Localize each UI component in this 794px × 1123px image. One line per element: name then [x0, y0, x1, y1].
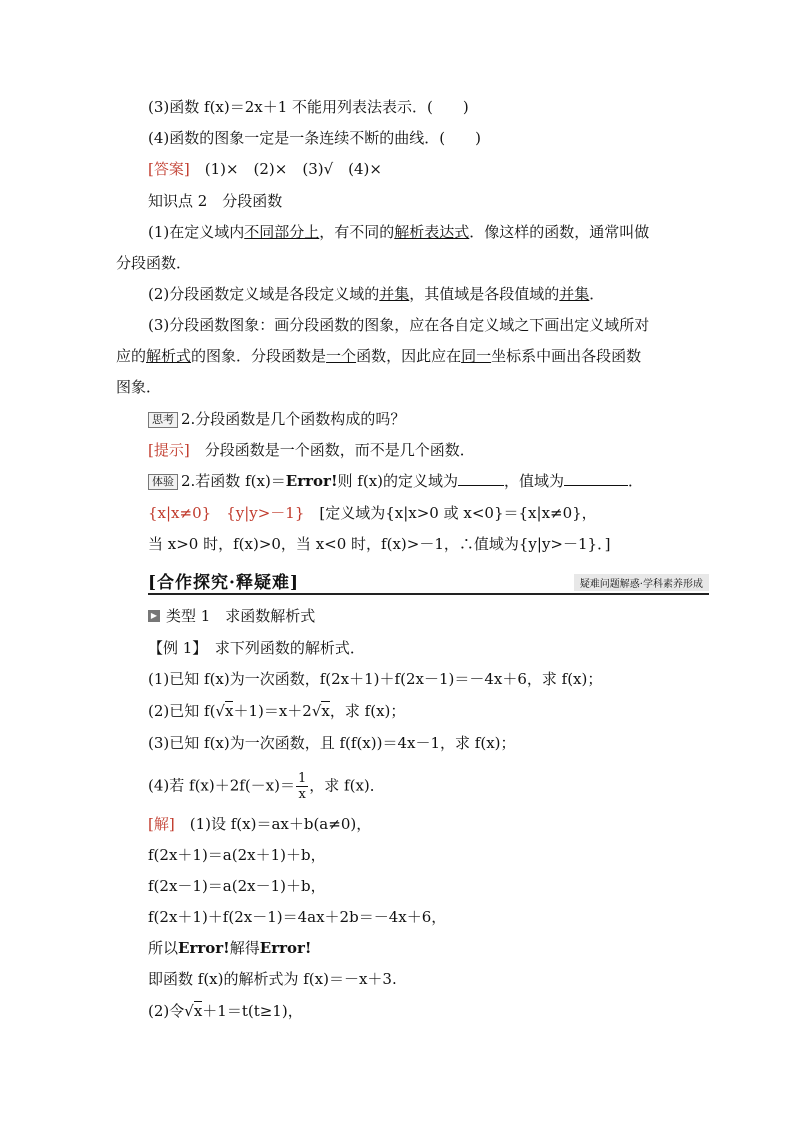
hint-text: 分段函数是一个函数，而不是几个函数．	[189, 441, 475, 459]
solution-s1: (1)设 f(x)＝ax＋b(a≠0)，	[174, 815, 372, 833]
kp2-p1-a: (1)在定义域内	[148, 223, 245, 241]
type1-line	[148, 606, 315, 626]
solution-line-3: f(2x－1)＝a(2x－1)＋b，	[148, 877, 326, 895]
kp2-p3: (3)分段函数图象：画分段函数的图象，应在各自定义域之下画出定义域所对	[148, 316, 650, 334]
kp2-p2-blank1: 并集	[379, 285, 410, 303]
kp2-p2-blank2: 并集	[559, 285, 590, 303]
kp2-p1-blank1: 不同部分上	[244, 223, 320, 241]
fraction-den: x	[298, 787, 306, 802]
kp2-p1	[148, 222, 649, 242]
kp2-heading: 知识点 2 分段函数	[148, 192, 283, 210]
answer-line	[148, 159, 382, 179]
example-p2-sqrt2: x	[321, 702, 330, 720]
example-intro: 求下列函数的解析式．	[199, 639, 365, 657]
example-line	[148, 638, 365, 658]
kp2-p3-f: 函数，因此应在	[356, 347, 462, 365]
kp2-p1-e: ．像这样的函数，通常叫做	[469, 223, 650, 241]
hint-line	[148, 440, 475, 460]
exp-q-a: 2.若函数 f(x)＝	[181, 472, 286, 490]
exp-tag: 体验	[148, 474, 178, 490]
kp2-p2-e: ．	[589, 285, 605, 303]
solution-line-2: f(2x＋1)＝a(2x＋1)＋b，	[148, 846, 326, 864]
exp-line	[148, 471, 643, 491]
solution-s5-b: 解得	[229, 939, 260, 957]
example-tag: 【例 1】	[148, 639, 200, 657]
example-p4-a: (4)若 f(x)＋2f(－x)＝	[148, 776, 295, 795]
solution-s7-sqrt: x	[193, 1002, 203, 1020]
exp-q-d: ．	[628, 472, 644, 490]
type1-label: 类型 1 求函数解析式	[166, 607, 316, 625]
example-p4	[148, 771, 385, 802]
kp2-p3-b: 应的	[116, 347, 147, 365]
fraction	[296, 771, 308, 802]
kp2-p2-a: (2)分段函数定义域是各段定义域的	[148, 285, 380, 303]
example-p1: (1)已知 f(x)为一次函数，f(2x＋1)＋f(2x－1)＝－4x＋6，求 f(x)；	[148, 670, 603, 688]
solution-error-2: Error!	[259, 939, 312, 957]
kp2-p3-cont	[116, 346, 641, 366]
solution-s7-b: ＋1＝t(t≥1)，	[202, 1002, 303, 1020]
solution-line-7: (2)令√x＋1＝t(t≥1)，	[148, 1002, 303, 1020]
exp-blank-range	[564, 471, 628, 486]
item-4: (4)函数的图象一定是一条连续不断的曲线．( )	[148, 129, 481, 147]
fraction-num: 1	[298, 771, 307, 786]
exp-answer-red: {x|x≠0} {y|y>－1}	[148, 504, 305, 522]
think-question: 2.分段函数是几个函数构成的吗？	[181, 410, 406, 428]
kp2-p2-c: ，其值域是各段值域的	[409, 285, 560, 303]
example-p2-a: (2)已知 f(	[148, 702, 216, 720]
kp2-p3-blank3: 同一	[461, 347, 492, 365]
solution-line-5	[148, 938, 312, 958]
solution-error-1: Error!	[178, 939, 230, 957]
example-p3: (3)已知 f(x)为一次函数，且 f(f(x))＝4x－1，求 f(x)；	[148, 734, 516, 752]
example-p2: (2)已知 f(√x＋1)＝x＋2√x，求 f(x)；	[148, 702, 406, 720]
example-p2-sqrt: x	[224, 702, 234, 720]
kp2-p3-blank1: 解析式	[146, 347, 192, 365]
solution-line-4: f(2x＋1)＋f(2x－1)＝4ax＋2b＝－4x＋6，	[148, 908, 447, 926]
example-p2-c: ，求 f(x)；	[329, 702, 406, 720]
kp2-p3-d: 的图象．分段函数是	[191, 347, 327, 365]
solution-line-1	[148, 814, 371, 834]
kp2-p3-end: 图象．	[116, 378, 162, 396]
solution-s5-a: 所以	[148, 939, 179, 957]
kp2-p3-blank2: 一个	[326, 347, 357, 365]
kp2-p2	[148, 284, 604, 304]
kp2-p3-h: 坐标系中画出各段函数	[491, 347, 642, 365]
exp-error: Error!	[285, 472, 338, 490]
exp-answer-black: [定义域为{x|x>0 或 x<0}＝{x|x≠0}，	[304, 504, 597, 522]
example-p4-b: ，求 f(x)．	[309, 776, 385, 795]
section-subtitle: 疑难问题解惑·学科素养形成	[574, 574, 709, 591]
exp-blank-domain	[458, 471, 504, 486]
exp-q-b: 则 f(x)的定义域为	[337, 472, 459, 490]
example-p2-b: ＋1)＝x＋2	[233, 702, 312, 720]
solution-tag: [解]	[148, 815, 175, 833]
kp2-p1-cont: 分段函数．	[116, 254, 192, 272]
section-title: [合作探究·释疑难]	[148, 573, 300, 593]
exp-q-c: ，值域为	[504, 472, 565, 490]
play-triangle-icon: ▶	[148, 610, 160, 622]
item-3: (3)函数 f(x)＝2x＋1 不能用列表法表示．( )	[148, 98, 469, 116]
answer-text: (1)× (2)× (3)√ (4)×	[189, 160, 382, 178]
solution-line-6: 即函数 f(x)的解析式为 f(x)＝－x＋3.	[148, 970, 397, 988]
hint-tag: [提示]	[148, 441, 190, 459]
kp2-p1-c: ，有不同的	[319, 223, 395, 241]
solution-s7-a: (2)令	[148, 1002, 185, 1020]
answer-tag: [答案]	[148, 160, 190, 178]
think-line	[148, 409, 405, 429]
exp-answer	[148, 503, 597, 523]
exp-answer-cont: 当 x>0 时，f(x)>0，当 x<0 时，f(x)>－1，∴值域为{y|y>－1}．]	[148, 535, 611, 553]
section-bar	[148, 569, 709, 595]
think-tag: 思考	[148, 412, 178, 428]
kp2-p1-blank2: 解析表达式	[394, 223, 470, 241]
